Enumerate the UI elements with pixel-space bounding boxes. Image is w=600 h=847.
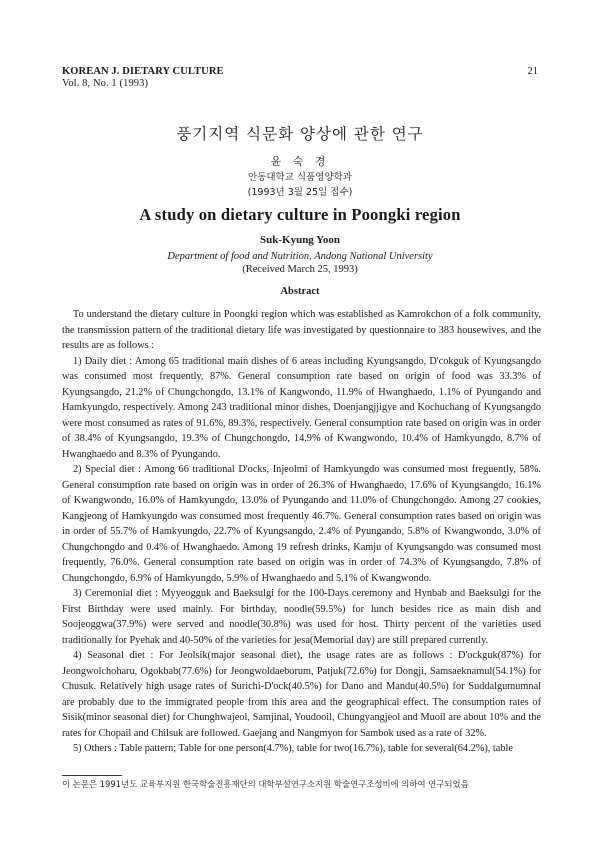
english-author: Suk-Kyung Yoon	[260, 234, 340, 246]
korean-author: 윤 숙 경	[270, 155, 330, 168]
english-received-date: (Received March 25, 1993)	[242, 264, 358, 275]
abstract-paragraph-daily-diet: 1) Daily diet : Among 65 traditional main dishes of 6 areas including Kyungsangdo, D'cokguk of Kyungsangdo was consumed most frequently, 87%. General consumption rate based on origin of food was 33.3% of Kyungsangdo, 21.2% of Chungchongdo, 13.1% of Kangwondo, 11.9% of Hwanghaedo, 1.1% of Pyungando and Hamkyungdo, respectively. Among 243 traditional minor dishes, Doenjangjjigye and Kochuchang of Kyungsangdo were most consumed as rates of 91.6%, 89.3%, respectively. General consumption rate based on origin was in order of 38.4% of Kyungsangdo, 19.3% of Chungchongdo, 14.9% of Kwangwondo, 10.4% of Hamkyungdo, 8.7% of Hwanghaedo and 8.3% of Pyungando.	[62, 355, 541, 460]
journal-volume: Vol. 8, No. 1 (1993)	[62, 78, 149, 89]
journal-header	[62, 66, 224, 90]
abstract-paragraph-ceremonial-diet: 3) Ceremonial diet : Myyeogguk and Baeksulgi for the 100-Days ceremony and Hynbab and Baeksulgi for the First Birthday were used mainly. For birthday, noodle(59.5%) for lunch besides rice as main dish and Soojeoggwa(37.9%) were served and noodle(30.8%) was used for host. Thirty percent of the varieties used traditionally for Pyehak and 40-50% of the varieties for )esa(Memorial day) are still prepared currently.	[62, 588, 541, 646]
abstract-paragraph-intro: To understand the dietary culture in Poongki region which was established as Kamrokchon of a folk community, the transmission pattern of the traditional dietary life was investigated by questionnaire to 383 housewives, and the results are as follows :	[62, 309, 541, 351]
abstract-paragraph-seasonal-diet: 4) Seasonal diet : For Jeolsik(major seasonal diet), the usage rates are as follows : D'ockguk(87%) for Jeongwolchoharu, Ogokbab(77.6%) for Jeongwoldaeborum, Patjuk(72.6%) for Dongji, Samsaeknamul(54.1%) for Chusuk. Relatively high usage rates of Surichi-D'ock(40.5%) for Dano and Mandu(40.5%) for Suddalgumumnal are probably due to the immigrated people from this area and the geographical effect. The consumption rates of Sisik(minor seasonal diet) for Chunghwajeol, Samjinal, Youdooil, Chungyangjeol and Muoil are about 10% and the rates for Chopail and Chilsuk are followed. Gaejang and Nangmyon for Sambok used as a rate of 32%.	[62, 650, 541, 739]
abstract-paragraph-others: 5) Others : Table pattern; Table for one person(4.7%), table for two(16.7%), table for several(64.2%), table	[73, 743, 513, 754]
korean-department: 안동대학교 식품영양학과	[248, 172, 352, 183]
page-number: 21	[527, 66, 538, 77]
journal-name: KOREAN J. DIETARY CULTURE	[62, 66, 224, 77]
abstract-heading: Abstract	[280, 286, 320, 297]
abstract-paragraph-special-diet: 2) Special diet : Among 66 traditional D'ocks, Injeolmi of Hamkyungdo was consumed most freguently, 58%. General consumption rate based on origin was in order of 26.3% of Hwanghaedo, 17.6% of Kyungsangdo, 16.1% of Kwangwondo, 16.0% of Hamkyungdo, 13.0% of Pyungando and 11.0% of Chungchongdo. Among 27 cookies, Kangjeong of Hamkyungdo was consumed most frequently 46.7%. General consumption rates based on origin was in order of 55.7% of Hamkyungdo, 22.7% of Kyungsangdo, 2.4% of Pyungando, 5.8% of Kwangwondo, 3.0% of Chungchongdo and 0.4% of Hwanghaedo. Among 19 refresh drinks, Kamju of Kyungsangdo was consumed most frequently, 76.0%. General consumption rate based on origin was in order of 74.3% of Kyungsangdo, 7.8% of Chungchongdo, 6.9% of Hamkyungdo, 5.9% of Hwanghaedo and 5.1% of Kwangwondo.	[62, 464, 541, 584]
english-department: Department of food and Nutrition, Andong National University	[167, 251, 433, 262]
footnote-divider	[62, 775, 122, 776]
abstract-body	[62, 307, 541, 757]
korean-title: 풍기지역 식문화 양상에 관한 연구	[176, 125, 424, 143]
english-title: A study on dietary culture in Poongki region	[139, 205, 461, 224]
footnote: 이 논문은 1991년도 교육부지원 한국학술진흥재단의 대학부설연구소지원 학술연구조성비에 의하여 연구되었음	[62, 779, 469, 789]
korean-received-date: (1993년 3월 25일 접수)	[247, 187, 353, 198]
